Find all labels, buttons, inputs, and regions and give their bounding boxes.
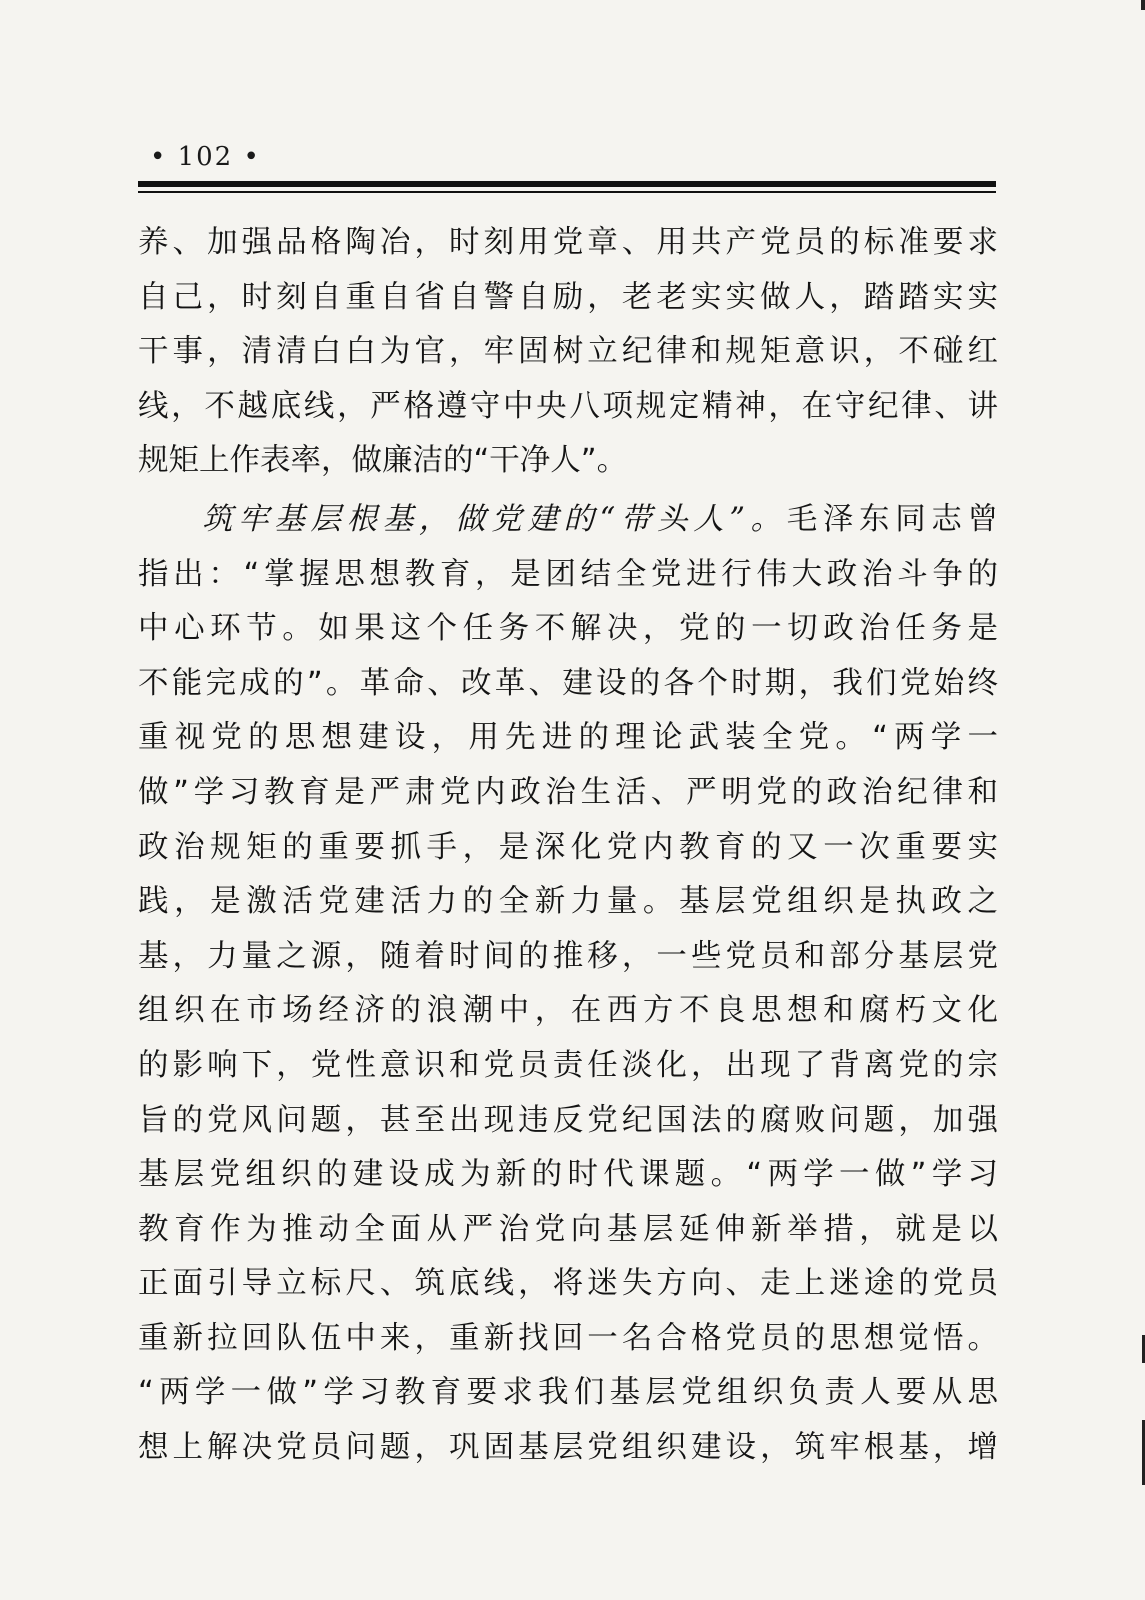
paragraph-heading: 筑牢基层根基，做党建的“带头人”。	[202, 501, 787, 537]
text-line: 养、加强品格陶冶，时刻用党章、用共产党员的标准要求	[138, 225, 998, 260]
text-line: 基，力量之源，随着时间的推移，一些党员和部分基层党	[138, 938, 998, 974]
text-line: “两学一做”学习教育要求我们基层党组织负责人要从思	[138, 1375, 998, 1411]
text-line: 不能完成的”。革命、改革、建设的各个时期，我们党始终	[138, 665, 998, 701]
text-line: 干事，清清白白为官，牢固树立纪律和规矩意识，不碰红	[138, 334, 998, 370]
scan-edge-mark	[1141, 0, 1145, 10]
text-line: 重视党的思想建设，用先进的理论武装全党。“两学一	[138, 720, 998, 756]
text-line: 规矩上作表率，做廉洁的“干净人”。	[138, 443, 628, 479]
text-line: 重新拉回队伍中来，重新找回一名合格党员的思想觉悟。	[138, 1320, 998, 1356]
text-line: 正面引导立标尺、筑底线，将迷失方向、走上迷途的党员	[138, 1266, 998, 1302]
text-line: 政治规矩的重要抓手，是深化党内教育的又一次重要实	[138, 829, 998, 865]
text-line: 基层党组织的建设成为新的时代课题。“两学一做”学习	[138, 1157, 998, 1193]
text-line: 自己，时刻自重自省自警自励，老老实实做人，踏踏实实	[138, 279, 998, 315]
text-line: 组织在市场经济的浪潮中，在西方不良思想和腐朽文化	[138, 993, 998, 1029]
page-number: • 102 •	[150, 142, 261, 172]
header-rule-thick	[138, 181, 996, 187]
text-line: 践，是激活党建活力的全新力量。基层党组织是执政之	[138, 884, 998, 920]
text-line: 中心环节。如果这个任务不解决，党的一切政治任务是	[138, 611, 998, 647]
body-text	[138, 216, 998, 1476]
text-line: 旨的党风问题，甚至出现违反党纪国法的腐败问题，加强	[138, 1102, 998, 1138]
text-line: 线，不越底线，严格遵守中央八项规定精神，在守纪律、讲	[138, 388, 998, 424]
header-rule-thin	[138, 191, 996, 193]
text-line: 的影响下，党性意识和党员责任淡化，出现了背离党的宗	[138, 1047, 998, 1083]
text-line: 想上解决党员问题，巩固基层党组织建设，筑牢根基，增	[138, 1430, 998, 1466]
paragraph-first-line	[138, 493, 998, 548]
text-line: 教育作为推动全面从严治党向基层延伸新举措，就是以	[138, 1211, 998, 1247]
text-run: 毛泽东同志曾	[786, 501, 998, 537]
text-line: 做”学习教育是严肃党内政治生活、严明党的政治纪律和	[138, 774, 998, 810]
text-line: 指出：“掌握思想教育，是团结全党进行伟大政治斗争的	[138, 556, 998, 592]
